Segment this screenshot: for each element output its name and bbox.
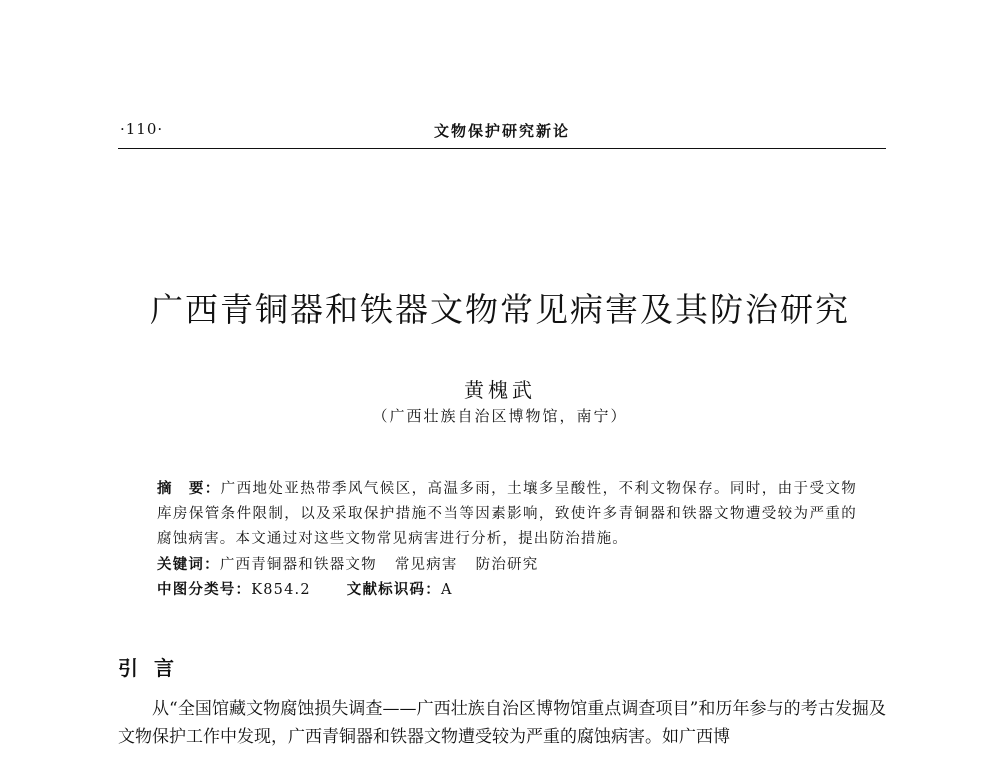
author-name: 黄槐武 (464, 378, 536, 402)
doc-code-label: 文献标识码： (346, 582, 441, 598)
header-rule (118, 148, 886, 149)
keyword: 广西青铜器和铁器文物 (219, 557, 377, 573)
keyword: 常见病害 (394, 557, 458, 573)
keywords-line (157, 553, 538, 574)
article-title: 广西青铜器和铁器文物常见病害及其防治研究 (150, 290, 850, 329)
abstract-label: 摘 要： (157, 481, 221, 497)
keywords-label: 关键词： (157, 557, 220, 573)
classification-line (157, 578, 453, 599)
abstract (157, 477, 857, 552)
clc-label: 中图分类号： (157, 582, 252, 598)
author-affiliation: （广西壮族自治区博物馆，南宁） (372, 407, 628, 425)
clc-value: K854.2 (251, 582, 311, 598)
page-header (118, 118, 886, 150)
abstract-text: 广西地处亚热带季风气候区，高温多雨，土壤多呈酸性，不利文物保存。同时，由于受文物库房保管条件限制，以及采取保护措施不当等因素影响，致使许多青铜器和铁器文物遭受较为严重的腐蚀病害。本文通过对这些文物常见病害进行分析，提出防治措施。 (157, 481, 857, 547)
running-title: 文物保护研究新论 (433, 122, 570, 140)
keyword: 防治研究 (475, 557, 539, 573)
body-paragraph: 从“全国馆藏文物腐蚀损失调查——广西壮族自治区博物馆重点调查项目”和历年参与的考古发掘及文物保护工作中发现，广西青铜器和铁器文物遭受较为严重的腐蚀病害。如广西博 (118, 699, 886, 747)
doc-code-value: A (440, 582, 453, 598)
section-heading: 引言 (118, 656, 190, 680)
page-number: ·110· (120, 120, 164, 138)
